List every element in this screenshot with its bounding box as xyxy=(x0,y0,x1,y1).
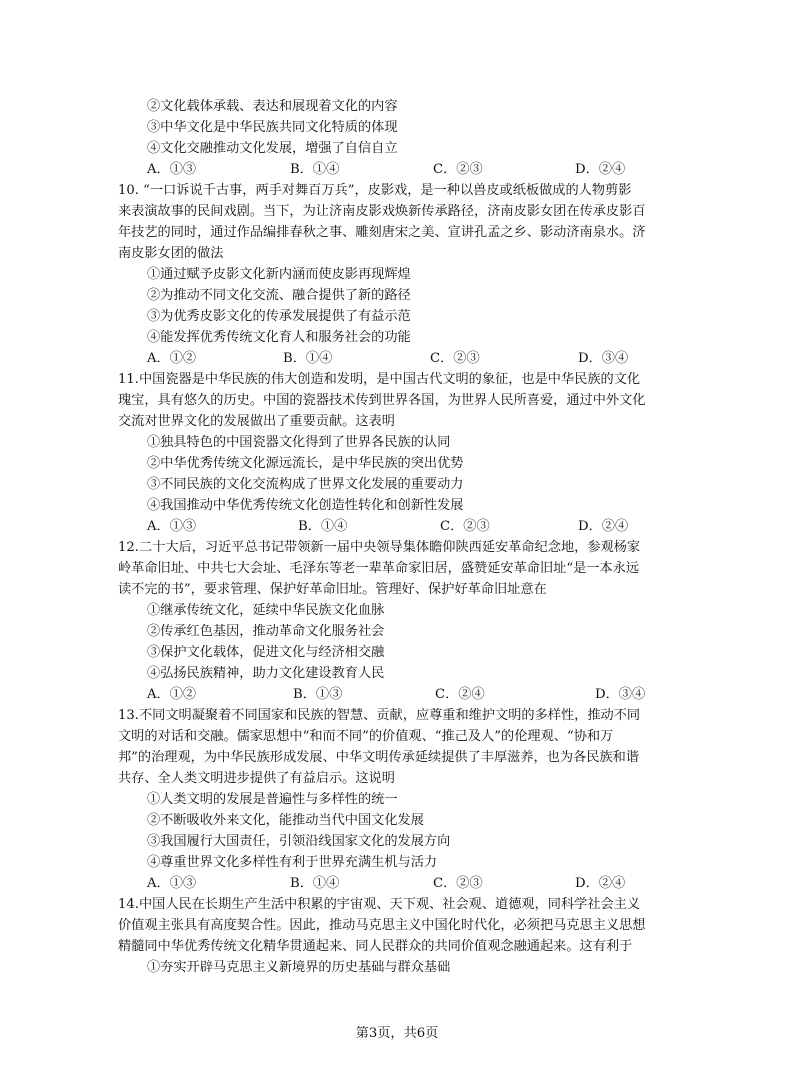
question-stem: 来表演故事的民间戏剧。当下，为让济南皮影戏焕新传承路径，济南皮影女团在传承皮影百 xyxy=(118,204,646,219)
option-line: ②为推动不同文化交流、融合提供了新的路径 xyxy=(147,288,411,303)
question-stem: 瑰宝，具有悠久的历史。中国的瓷器技术传到世界各国，为世界人民所喜爱，通过中外文化 xyxy=(118,393,646,408)
answer-choice: C．②③ xyxy=(433,162,483,177)
option-line: ①夯实开辟马克思主义新境界的历史基础与群众基础 xyxy=(147,960,451,975)
question-stem: 13.不同文明凝聚着不同国家和民族的智慧、贡献，应尊重和维护文明的多样性，推动不同 xyxy=(118,708,641,723)
answer-choice: B．①④ xyxy=(290,162,340,177)
answer-choice: A．①③ xyxy=(147,876,197,891)
question-stem: 岭革命旧址、中共七大会址、毛泽东等老一辈革命家旧居，盛赞延安革命旧址“是一本永远 xyxy=(118,561,640,576)
answer-choice: B．①④ xyxy=(298,519,348,534)
question-stem: 读不完的书”，要求管理、保护好革命旧址。管理好、保护好革命旧址意在 xyxy=(118,582,547,597)
answer-choice: C．②③ xyxy=(430,351,480,366)
option-line: ④能发挥优秀传统文化育人和服务社会的功能 xyxy=(147,330,411,345)
answer-choice: C．②④ xyxy=(435,687,485,702)
option-line: ③我国履行大国责任，引领沿线国家文化的发展方向 xyxy=(147,834,451,849)
question-stem: 精髓同中华优秀传统文化精华贯通起来、同人民群众的共同价值观念融通起来。这有利于 xyxy=(118,939,633,954)
option-line: ①独具特色的中国瓷器文化得到了世界各民族的认同 xyxy=(147,435,451,450)
question-stem: 邦”的治理观，为中华民族形成发展、中华文明传承延续提供了丰厚滋养，也为各民族和谐 xyxy=(118,750,640,765)
answer-choice: B．①④ xyxy=(290,876,340,891)
answer-choice: A．①② xyxy=(147,351,197,366)
option-line: ④弘扬民族精神，助力文化建设教育人民 xyxy=(147,666,385,681)
option-line: ④尊重世界文化多样性有利于世界充满生机与活力 xyxy=(147,855,438,870)
option-line: ③不同民族的文化交流构成了世界文化发展的重要动力 xyxy=(147,477,464,492)
option-line: ③为优秀皮影文化的传承发展提供了有益示范 xyxy=(147,309,411,324)
question-stem: 共存、全人类文明进步提供了有益启示。这说明 xyxy=(118,771,395,786)
answer-choice: D．③④ xyxy=(595,687,646,702)
question-stem: 14.中国人民在长期生产生活中积累的宇宙观、天下观、社会观、道德观，同科学社会主义 xyxy=(118,897,641,912)
option-line: ①继承传统文化，延续中华民族文化血脉 xyxy=(147,603,385,618)
answer-choice: C．②③ xyxy=(433,876,483,891)
option-line: ④文化交融推动文化发展，增强了自信自立 xyxy=(147,141,398,156)
option-line: ④我国推动中华优秀传统文化创造性转化和创新性发展 xyxy=(147,498,464,513)
question-stem: 南皮影女团的做法 xyxy=(118,246,224,261)
answer-choice: D．③④ xyxy=(578,351,629,366)
question-stem: 交流对世界文化的发展做出了重要贡献。这表明 xyxy=(118,414,395,429)
page-footer: 第3页，共6页 xyxy=(355,1026,439,1041)
option-line: ②不断吸收外来文化，能推动当代中国文化发展 xyxy=(147,813,424,828)
answer-choice: D．②④ xyxy=(575,876,626,891)
option-line: ①通过赋予皮影文化新内涵而使皮影再现辉煌 xyxy=(147,267,411,282)
question-stem: 年技艺的同时，通过作品编排春秋之事、雕刻唐宋之美、宣讲孔孟之乡、影动济南泉水。济 xyxy=(118,225,646,240)
answer-choice: A．①③ xyxy=(147,162,197,177)
option-line: ②中华优秀传统文化源远流长，是中华民族的突出优势 xyxy=(147,456,464,471)
question-stem: 10. “一口诉说千古事，两手对舞百万兵”，皮影戏，是一种以兽皮或纸板做成的人物剪影 xyxy=(118,183,632,198)
option-line: ①人类文明的发展是普遍性与多样性的统一 xyxy=(147,792,398,807)
answer-choice: D．②④ xyxy=(575,162,626,177)
answer-choice: B．①③ xyxy=(293,687,343,702)
answer-choice: C．②③ xyxy=(440,519,490,534)
answer-choice: B．①④ xyxy=(283,351,333,366)
option-line: ③保护文化载体，促进文化与经济相交融 xyxy=(147,645,385,660)
question-stem: 12.二十大后，习近平总书记带领新一届中央领导集体瞻仰陕西延安革命纪念地，参观杨家 xyxy=(118,540,641,555)
option-line: ②传承红色基因，推动革命文化服务社会 xyxy=(147,624,385,639)
answer-choice: A．①② xyxy=(147,687,197,702)
question-stem: 11.中国瓷器是中华民族的伟大创造和发明，是中国古代文明的象征，也是中华民族的文化 xyxy=(118,372,641,387)
question-stem: 文明的对话和交融。儒家思想中“和而不同”的价值观、“推己及人”的伦理观、“协和万 xyxy=(118,729,614,744)
answer-choice: A．①③ xyxy=(147,519,197,534)
option-line: ③中华文化是中华民族共同文化特质的体现 xyxy=(147,120,398,135)
option-line: ②文化载体承载、表达和展现着文化的内容 xyxy=(147,99,398,114)
question-stem: 价值观主张具有高度契合性。因此，推动马克思主义中国化时代化，必须把马克思主义思想 xyxy=(118,918,646,933)
answer-choice: D．②④ xyxy=(578,519,629,534)
